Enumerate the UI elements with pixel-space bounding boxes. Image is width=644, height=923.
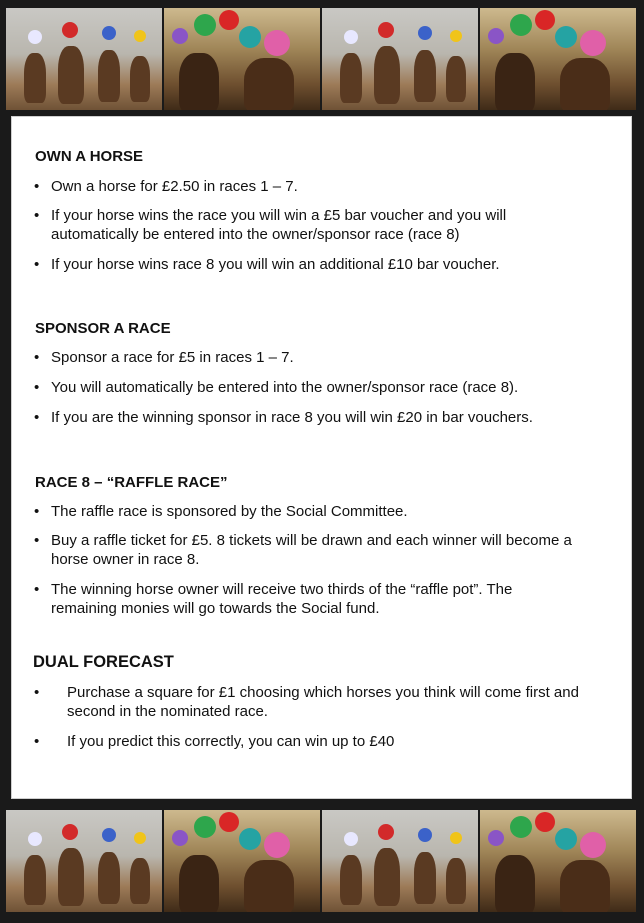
horse-race-photo	[322, 810, 478, 912]
content-panel	[11, 116, 632, 799]
bullet-text: If you predict this correctly, you can win up to £40	[67, 733, 395, 750]
bullet-dot: •	[34, 256, 40, 273]
horse-race-photo	[322, 8, 478, 110]
bullet-text: Own a horse for £2.50 in races 1 – 7.	[51, 178, 298, 195]
bullet-text: The raffle race is sponsored by the Social Committee.	[51, 503, 408, 520]
jockeys-closeup-photo	[480, 8, 636, 110]
bullet-dot: •	[34, 379, 40, 396]
bullet-dot: •	[34, 733, 40, 750]
bullet-text: If your horse wins the race you will win a £5 bar voucher and you will automatically be entered into the owner/sponsor race (race 8)	[51, 207, 507, 243]
bullet-dot: •	[34, 409, 40, 426]
list-item	[34, 683, 614, 723]
top-photo-strip	[6, 8, 636, 110]
section-title-sponsor-a-race: SPONSOR A RACE	[35, 320, 171, 337]
bullet-text: Purchase a square for £1 choosing which horses you think will come first and second in the nominated race.	[67, 684, 579, 720]
bullet-dot: •	[34, 349, 40, 366]
section-title-dual-forecast: DUAL FORECAST	[33, 653, 174, 671]
bullet-text: Buy a raffle ticket for £5. 8 tickets will be drawn and each winner will become a horse owner in race 8.	[51, 532, 572, 568]
list-item	[34, 580, 614, 620]
section-title-own-a-horse: OWN A HORSE	[35, 148, 144, 165]
bullet-dot: •	[34, 178, 40, 195]
bullet-dot: •	[34, 207, 40, 224]
horse-race-photo	[6, 8, 162, 110]
jockeys-closeup-photo	[164, 810, 320, 912]
bullet-text: If you are the winning sponsor in race 8 you will win £20 in bar vouchers.	[51, 409, 533, 426]
horse-race-photo	[6, 810, 162, 912]
jockeys-closeup-photo	[480, 810, 636, 912]
bullet-dot: •	[34, 503, 40, 520]
bullet-dot: •	[34, 684, 40, 701]
list-item	[34, 206, 604, 246]
bullet-dot: •	[34, 532, 40, 549]
bullet-text: Sponsor a race for £5 in races 1 – 7.	[51, 349, 294, 366]
list-item	[34, 531, 614, 571]
bullet-text: If your horse wins race 8 you will win an additional £10 bar voucher.	[51, 256, 500, 273]
section-title-raffle-race: RACE 8 – “RAFFLE RACE”	[35, 474, 228, 491]
jockeys-closeup-photo	[164, 8, 320, 110]
bullet-dot: •	[34, 581, 40, 598]
bottom-photo-strip	[6, 810, 636, 912]
bullet-text: You will automatically be entered into the owner/sponsor race (race 8).	[51, 379, 519, 396]
bullet-text: The winning horse owner will receive two thirds of the “raffle pot”. The remaining monies will go towards the Social fund.	[51, 581, 513, 617]
